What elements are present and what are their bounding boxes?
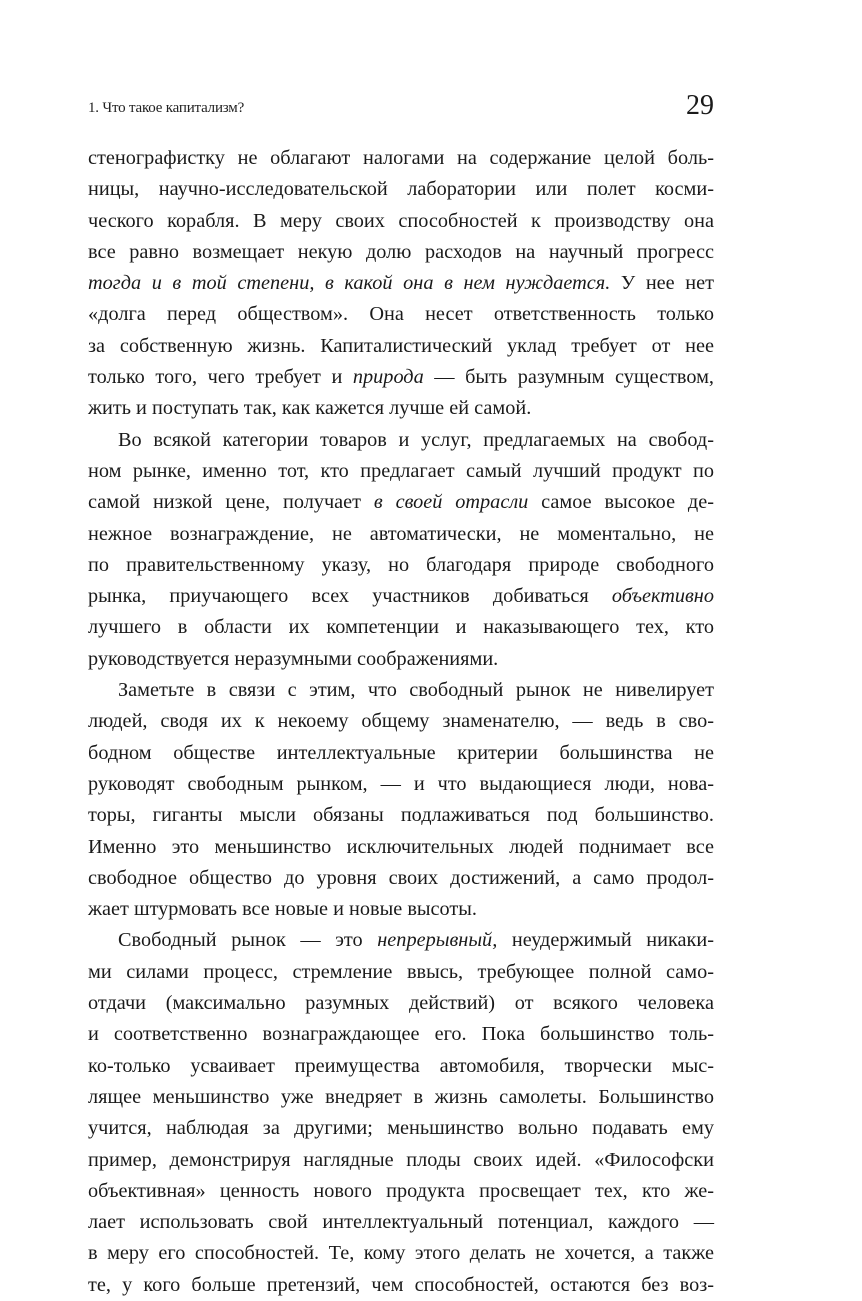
text-run: ницы, научно-исследовательской лаборатории или полет косми- [88,178,714,201]
text-run: торы, гиганты мысли обязаны подлаживаться под большинство. [88,804,714,827]
text-line [88,894,714,925]
italic-emphasis: в своей отрасли [373,491,529,514]
text-line [88,1145,714,1176]
text-run: по правительственному указу, но благодаря природе свободного [88,553,714,576]
text-run: и соответственно вознаграждающее его. Пока большинство толь- [88,1023,714,1046]
text-run: неудержимый никаки- [497,929,714,952]
text-line [88,1270,714,1301]
text-run: объективная» ценность нового продукта просвещает тех, кто же- [88,1179,714,1202]
text-run: бодном обществе интеллектуальные критерии большинства не [88,741,714,764]
paragraph [88,925,714,1301]
text-run: в меру его способностей. Те, кому этого делать не хочется, а также [88,1242,714,1265]
chapter-title: 1. Что такое капитализм? [88,100,245,116]
body-text [88,143,714,1301]
text-line [88,1238,714,1269]
text-line [88,988,714,1019]
text-run: лящее меньшинство уже внедряет в жизнь самолеты. Большинство [88,1085,714,1108]
text-run: ми силами процесс, стремление ввысь, требующее полной само- [88,960,714,983]
text-line [88,1176,714,1207]
text-line [88,456,714,487]
text-run: самой низкой цене, получает [88,491,374,514]
text-run: Во всякой категории товаров и услуг, предлагаемых на свобод- [118,428,714,451]
text-line [88,957,714,988]
text-line [88,1019,714,1050]
text-line [88,738,714,769]
text-line [88,519,714,550]
text-run: рынка, приучающего всех участников добиваться [88,585,612,608]
text-run: пример, демонстрируя наглядные плоды своих идей. «Философски [88,1148,714,1171]
text-line [88,675,714,706]
text-run: Заметьте в связи с этим, что свободный рынок не нивелирует [118,679,714,702]
text-line [88,362,714,393]
text-run: только того, чего требует и [88,366,353,389]
page-number: 29 [686,90,714,121]
text-line [88,237,714,268]
text-run: учится, наблюдая за другими; меньшинство вольно подавать ему [88,1117,714,1140]
text-run: все равно возмещает некую долю расходов на научный прогресс [88,240,714,263]
text-line [88,1082,714,1113]
text-run: стенографистку не облагают налогами на содержание целой боль- [88,147,714,169]
text-run: жить и поступать так, как кажется лучше ей самой. [88,397,532,420]
text-run: ном рынке, именно тот, кто предлагает самый лучший продукт по [88,459,714,482]
text-run: лучшего в области их компетенции и наказывающего тех, кто [88,616,714,639]
text-line [88,800,714,831]
running-head [88,90,714,126]
text-line [88,1113,714,1144]
text-line [88,1207,714,1238]
text-run: отдачи (максимально разумных действий) от всякого человека [88,992,714,1015]
text-run: людей, сводя их к некоему общему знаменателю, — ведь в сво- [88,710,714,733]
text-line [88,268,714,299]
text-line [88,174,714,205]
text-line [88,612,714,643]
text-run: Свободный рынок — это [118,929,378,952]
text-line [88,487,714,518]
text-line [88,425,714,456]
text-run: лает использовать свой интеллектуальный потенциал, каждого — [88,1211,714,1234]
text-run: Именно это меньшинство исключительных людей поднимает все [88,835,714,858]
text-line [88,299,714,330]
text-run: нежное вознаграждение, не автоматически, не моментально, не [88,522,714,545]
text-run: руководствуется неразумными соображениями. [88,647,499,670]
text-run: — быть разумным существом, [423,366,714,389]
text-run: руководят свободным рынком, — и что выдающиеся люди, нова- [88,772,714,795]
text-run: У нее нет [610,272,714,295]
italic-emphasis: непрерывный, [377,929,498,952]
text-line [88,832,714,863]
text-line [88,706,714,737]
italic-emphasis: природа [352,366,424,389]
text-run: за собственную жизнь. Капиталистический уклад требует от нее [88,334,714,357]
text-run: «долга перед обществом». Она несет ответственность только [88,303,714,326]
text-line [88,769,714,800]
paragraph [88,143,714,425]
paragraph [88,675,714,925]
text-line [88,143,714,174]
italic-emphasis: тогда и в той степени, в какой она в нем нуждается. [88,272,611,295]
text-line [88,644,714,675]
text-line [88,550,714,581]
text-run: самое высокое де- [528,491,715,514]
text-line [88,206,714,237]
text-line [88,1051,714,1082]
text-line [88,393,714,424]
text-run: те, у кого больше претензий, чем способностей, остаются без воз- [88,1273,714,1296]
paragraph [88,425,714,675]
text-line [88,925,714,956]
text-line [88,331,714,362]
text-run: свободное общество до уровня своих достижений, а само продол- [88,866,714,889]
text-line [88,863,714,894]
text-run: ко-только усваивает преимущества автомобиля, творчески мыс- [88,1054,714,1077]
text-line [88,581,714,612]
italic-emphasis: объективно [611,585,714,608]
text-run: ческого корабля. В меру своих способностей к производству она [88,209,714,232]
text-run: жает штурмовать все новые и новые высоты. [88,898,477,921]
